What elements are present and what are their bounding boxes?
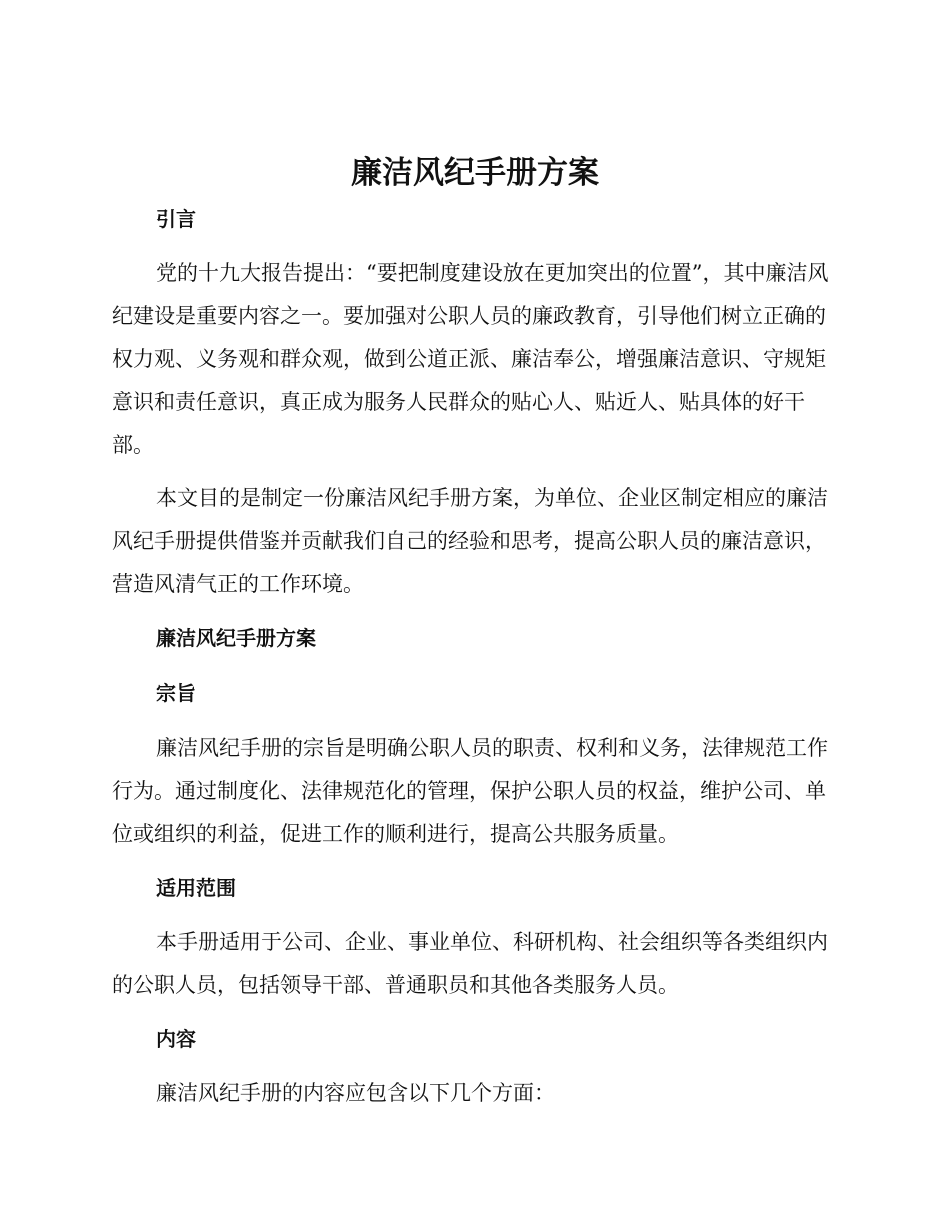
section-heading-content: 内容 [156,1027,196,1051]
paragraph-introduction-2: 本文目的是制定一份廉洁风纪手册方案，为单位、企业区制定相应的廉洁风纪手册提供借鉴并贡献我们自己的经验和思考，提高公职人员的廉洁意识，营造风清气正的工作环境。 [112,486,828,596]
section-heading-introduction: 引言 [156,207,196,231]
section-heading-purpose: 宗旨 [156,681,196,705]
paragraph-scope: 本手册适用于公司、企业、事业单位、科研机构、社会组织等各类组织内的公职人员，包括领导干部、普通职员和其他各类服务人员。 [112,930,828,997]
document-title: 廉洁风纪手册方案 [351,155,599,191]
section-heading-scope: 适用范围 [156,876,236,900]
paragraph-content: 廉洁风纪手册的内容应包含以下几个方面： [156,1081,555,1105]
section-heading-plan: 廉洁风纪手册方案 [156,626,316,650]
paragraph-introduction-1: 党的十九大报告提出：“要把制度建设放在更加突出的位置”，其中廉洁风纪建设是重要内容之一。要加强对公职人员的廉政教育，引导他们树立正确的权力观、义务观和群众观，做到公道正派、廉洁奉公，增强廉洁意识、守规矩意识和责任意识，真正成为服务人民群众的贴心人、贴近人、贴具体的好干部。 [112,261,829,457]
paragraph-purpose: 廉洁风纪手册的宗旨是明确公职人员的职责、权利和义务，法律规范工作行为。通过制度化、法律规范化的管理，保护公职人员的权益，维护公司、单位或组织的利益，促进工作的顺利进行，提高公共服务质量。 [112,736,828,846]
